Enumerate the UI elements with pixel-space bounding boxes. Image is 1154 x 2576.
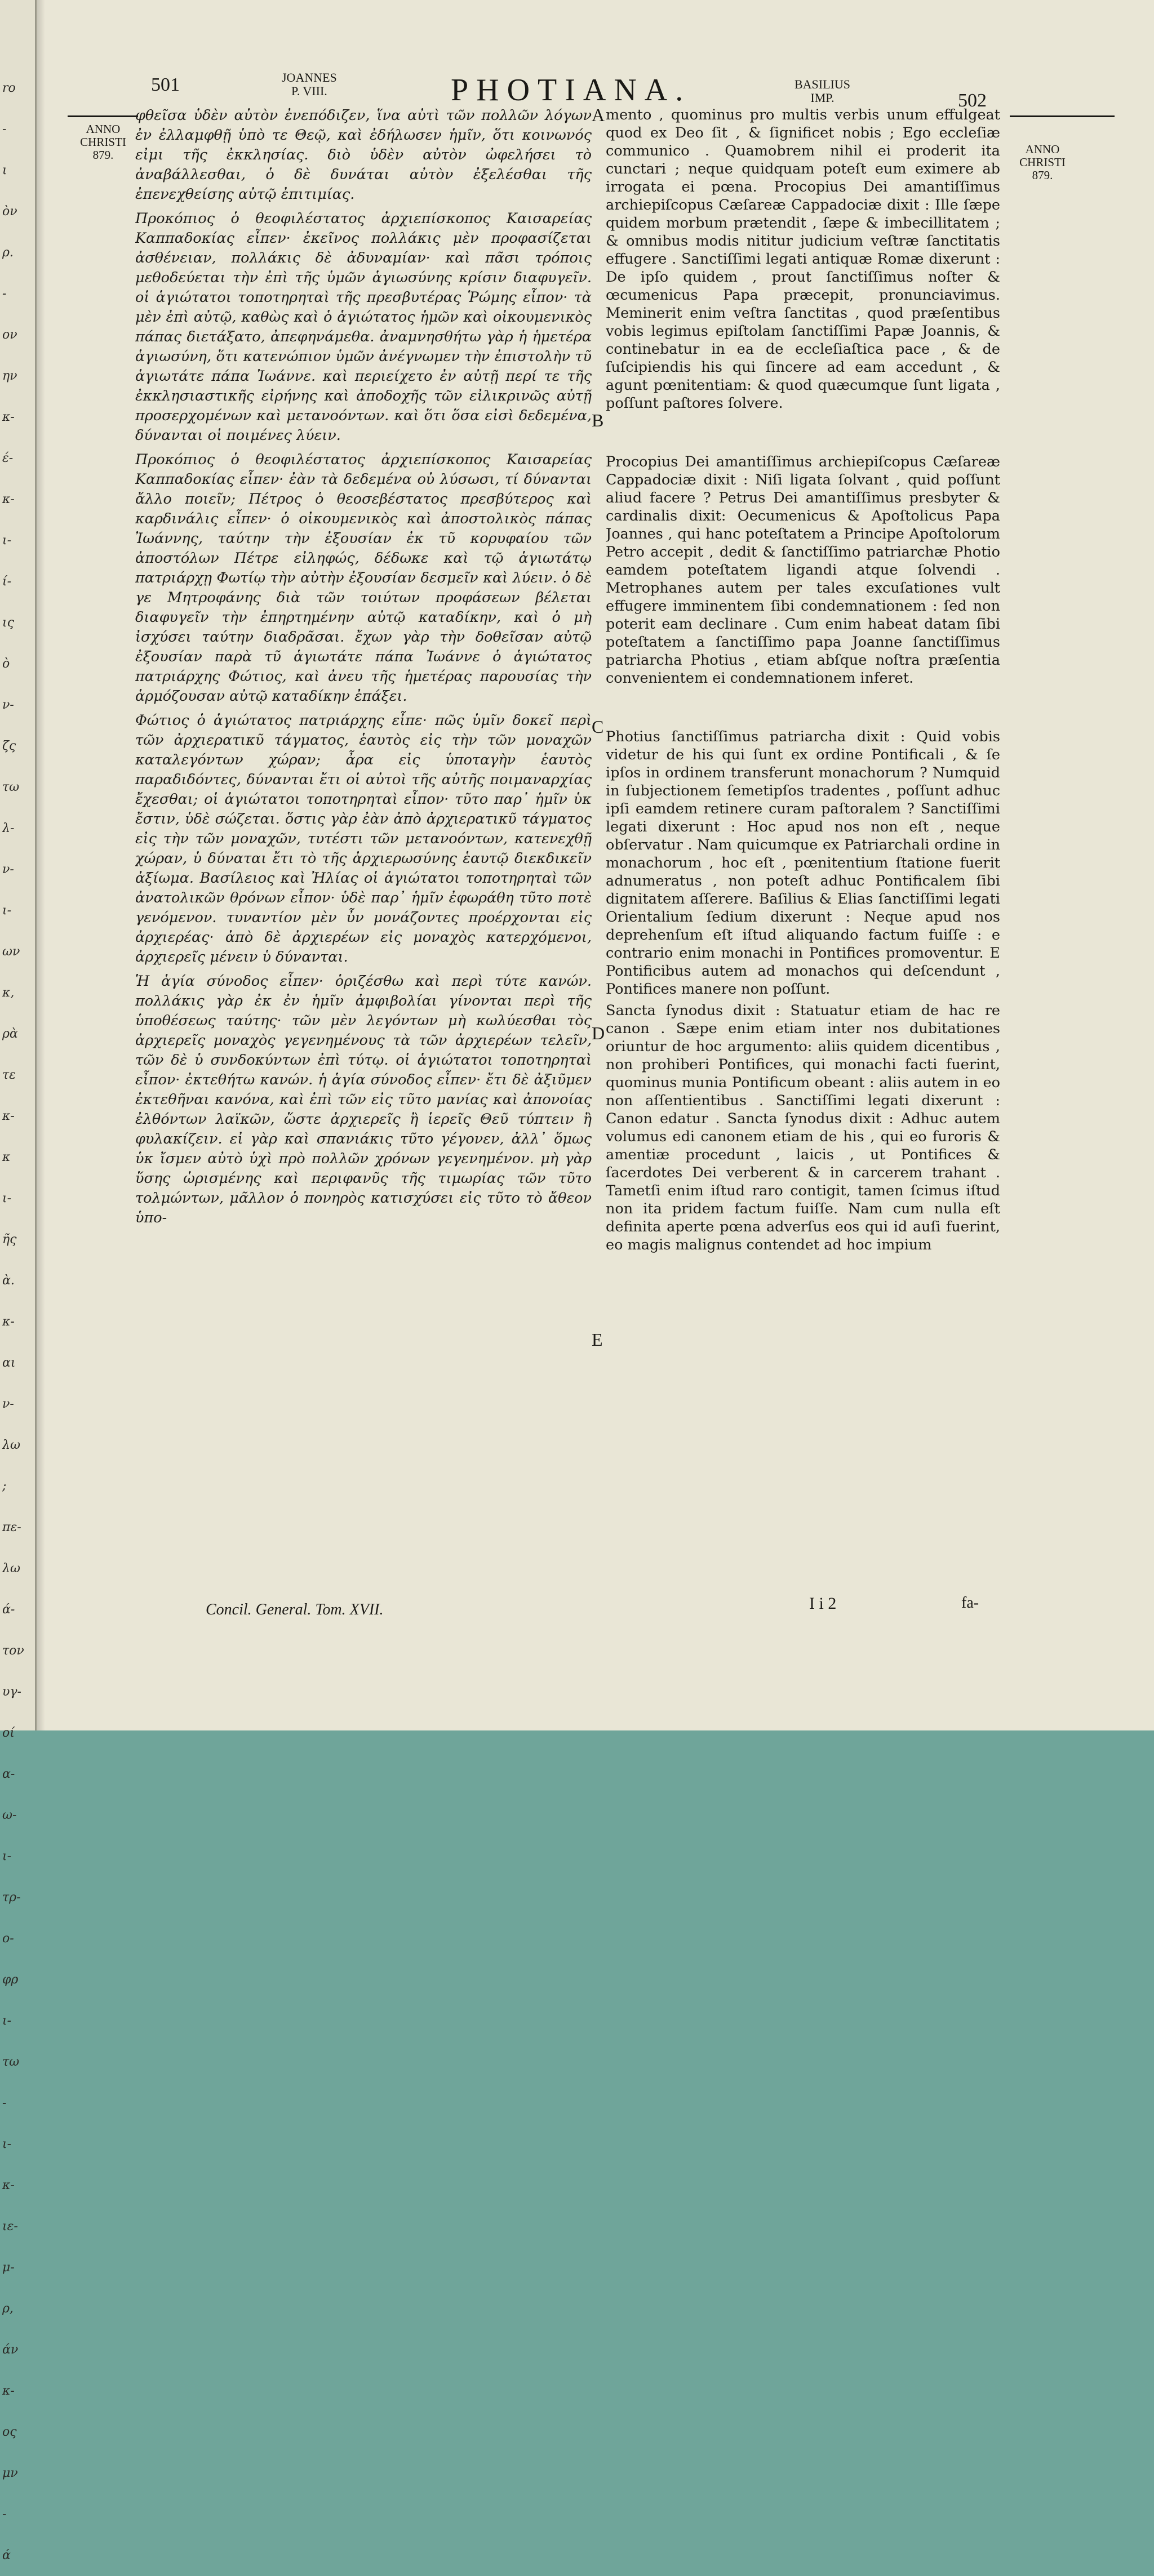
header-basilius: BASILIUS IMP. — [795, 77, 851, 105]
latin-paragraph: mento , quominus pro multis verbis unum effulgeat quod ex Deo ſit , & ſignificet nobis ; Ego eccleſiæ communico . Quamobrem nihil ei proderit ita cunctari ; neque quidquam poteſt eum eximere ab irrogata ei pœna. Procopius Dei amantiſſimus archiepiſcopus Cæſareæ Cappadociæ dixit : Ille ſæpe quidem morbum prætendit , ſæpe & imbecillitatem ; & omnibus modis nititur judicium veſtræ ſanctitatis effugere . Sanctiſſimi legati antiquæ Romæ dixerunt : De ipſo quidem , prout ſanctiſſimus noſter & œcumenicus Papa præcepit, pronunciavimus. Meminerit enim veſtra ſanctitas , quod præſentibus vobis legimus epiſtolam ſanctiſſimi Papæ Joannis, & continebatur in ea de eccleſiaſtica pace , & de ſuſcipiendis his qui ſincere ad eam accedunt , & agunt pœnitentiam: & quod quæcumque ſunt ligata , poſſunt paſtores ſolvere. — [606, 106, 1000, 412]
section-marker-b: B — [592, 410, 604, 430]
greek-column — [135, 106, 592, 1621]
running-title: PHOTIANA. — [451, 73, 691, 108]
latin-column — [606, 106, 1000, 1621]
header-rule-right — [1010, 115, 1115, 117]
latin-paragraph: Sancta ſynodus dixit : Statuatur etiam de hac re canon . Sæpe enim etiam inter nos dubitationes oriuntur de hoc argumento: aliis quidem dicentibus , non prohiberi Pontifices, qui monachi facti fuerint, quominus munia Pontificum obeant : aliis autem in eo non aſſentientibus . Sanctiſſimi legati dixerunt : Canon edatur . Sancta ſynodus dixit : Adhuc autem volumus edi canonem etiam de his , qui eo furoris & amentiæ procedunt , laicis , ut Pontifices & ſacerdotes Dei verberent & in carcerem trahant . Tametſi enim iſtud raro contigit, tamen ſcimus iſtud non ita pridem factum fuiſſe. Nam cum nulla eſt definita aperte pœna adverſus eos qui id auſi fuerint, eo magis malignus contendet ad hoc impium — [606, 1002, 1000, 1253]
page-number-right: 502 — [958, 90, 987, 111]
header-joannes: JOANNES P. VIII. — [282, 70, 337, 98]
latin-paragraph: Procopius Dei amantiſſimus archiepiſcopus Cæſareæ Cappadociæ dixit : Niſi ligata ſolvant , quid poſſunt aliud facere ? Petrus Dei amantiſſimus presbyter & cardinalis dixit: Oecumenicus & Apoſtolicus Papa Joannes , qui hanc poteſtatem a Principe Apoſtolorum Petro accepit , dedit & ſanctiſſimo patriarchæ Photio eamdem poteſtatem ligandi atque ſolvendi . Metrophanes autem per tales excuſationes vult effugere imminentem ſibi condemnationem : ſed non poterit eam declinare . Cum enim habeat datam ſibi poteſtatem a ſanctiſſimo papa Joanne ſanctiſſimus patriarcha Photius , etiam abſque noſtra præſentia convenientem ei condemnationem inferet. — [606, 453, 1000, 687]
anno-christi-left: ANNO CHRISTI 879. — [80, 122, 126, 162]
greek-paragraph: Φώτιος ὁ ἁγιώτατος πατριάρχης εἶπε· πῶς ὑμῖν δοκεῖ περὶ τῶν ἀρχιερατικῦ τάγματος, ἑαυτὸς εἰς τὴν τῶν μοναχῶν καταλεγόντων χώραν; ἆρα εἰς ὑποταγὴν ἑαυτὸς παραδιδόντες, δύνανται ἔτι οἱ αὐτοὶ τῆς αὐτῆς ποιμαναρχίας ἔχεσθαι; οἱ ἁγιώτατοι τοποτηρηταὶ εἶπον· τῦτο παρ᾽ ἡμῖν ὑκ ἔστιν, ὑδὲ σώζεται. ὅστις γὰρ ἐὰν ἀπὸ ἀρχιερατικῦ τάγματος εἰς τὴν τῶν μοναχῶν, τυτέστι τῶν μετανοόντων, κατενεχθῇ χώραν, ὑ δύναται ἔτι τὸ τῆς ἀρχιερωσύνης ἑαυτῷ διεκδικεῖν ἀξίωμα. Βασίλειος καὶ Ἠλίας οἱ ἁγιώτατοι τοποτηρηταὶ τῶν ἀνατολικῶν θρόνων εἶπον· ὑδὲ παρ᾽ ἡμῖν ἐφωράθη τῦτο ποτὲ γενόμενον. τυναντίον μὲν ὖν μονάζοντες προέρχονται εἰς ἀρχιερέας· ἀπὸ δὲ ἀρχιερέων εἰς μοναχὸς κατερχόμενοι, ἀρχιερεῖς μένειν ὑ δύνανται. — [135, 712, 592, 966]
gutter-shadow — [35, 0, 45, 1730]
section-marker-e: E — [592, 1329, 603, 1350]
greek-paragraph: φθεῖσα ὑδὲν αὐτὸν ἐνεπόδιζεν, ἵνα αὐτὶ τῶν πολλῶν λόγων ἐν ἐλλαμφθῇ ὑπὸ τε Θεῷ, καὶ ἐδήλωσεν ἡμῖν, ὅτι κοινωνός εἰμι τῆς ἐκκλησίας. διὸ ὑδὲν αὐτὸν ὠφελήσει τὸ ἀναβάλλεσθαι, ὁ δὲ δυνάται αὐτὸν ἐξελέσθαι τῆς ἐπενεχθείσης αὐτῷ ἐπιτιμίας. — [135, 107, 592, 203]
greek-paragraph: Προκόπιος ὁ θεοφιλέστατος ἀρχιεπίσκοπος Καισαρείας Καππαδοκίας εἶπεν· ἐκεῖνος πολλάκις μὲν προφασίζεται ἀσθένειαν, πολλάκις δὲ ἀδυναμίαν· καὶ πᾶσι τρόποις μεθοδεύεται τὴν ἐπὶ τῆς ὑμῶν ἁγιωσύνης κρίσιν διαφυγεῖν. οἱ ἁγιώτατοι τοποτηρηταὶ τῆς πρεσβυτέρας Ῥώμης εἶπον· τὰ μὲν ἐπὶ αὐτῷ, καθὼς καὶ ὁ ἁγιώτατος ἡμῶν καὶ οἰκουμενικὸς πάπας διετάξατο, ἀπεφηνάμεθα. ἀναμνησθήτω γὰρ ἡ ἡμετέρα ἁγιωσύνη, ὅτι κατενώπιον ὑμῶν ἀνέγνωμεν τὴν ἐπιστολὴν τῦ ἁγιωτάτε πάπα Ἰωάννε. καὶ περιείχετο ἐν αὐτῇ περί τε τῆς ἐκκλησιαστικῆς εἰρήνης καὶ ἀποδοχῆς τῶν εἰλικρινῶς αὐτῇ προσερχομένων καὶ μετανοόντων. καὶ ὅτι ὅσα εἰσὶ δεδεμένα, δύνανται οἱ ποιμένες λύειν. — [135, 210, 592, 444]
previous-page-fragments: ro - ι ὸν ρ. - ον ην κ- έ- κ- ι- ί- ις ὸ ν- ζς τω λ- ν- ι- ων κ, ρὰ τε κ- κ ι- ῆς ὰ. κ- αι ν- λω ; πε- λω ά- τον υγ- οί α- ω- ι- τρ- ο- φρ ι- τω - ι- κ- ιε- μ- ρ, άν κ- ος μν - ά — [2, 81, 24, 2562]
header-rule-left — [68, 115, 138, 117]
page-number-left: 501 — [151, 74, 180, 95]
section-marker-d: D — [592, 1023, 605, 1043]
section-marker-a: A — [592, 105, 605, 125]
footer-signature: I i 2 — [809, 1594, 837, 1613]
previous-page-edge — [0, 0, 37, 2562]
greek-paragraph: Ἡ ἁγία σύνοδος εἶπεν· ὁριζέσθω καὶ περὶ τύτε κανών. πολλάκις γὰρ ἐκ ἐν ἡμῖν ἀμφιβολίαι γίνονται περὶ τῆς ὑποθέσεως ταύτης· τῶν μὲν λεγόντων μὴ κωλύεσθαι τὸς ἀρχιερεῖς μοναχὸς γεγενημένους τὰ τῶν ἀρχιερέων τελεῖν, τῶν δὲ ὑ συνδοκύντων ἐπὶ τύτῳ. οἱ ἁγιώτατοι τοποτηρηταὶ εἶπον· ἐκτεθήτω κανών. ἡ ἁγία σύνοδος εἶπεν· ἔτι δὲ ἀξιῦμεν ἐκτεθῆναι κανόνα, καὶ ἐπὶ τῶν εἰς τῦτο μανίας καὶ ἀπονοίας ἐλθόντων λαϊκῶν, ὥστε ἀρχιερεῖς ἢ ἱερεῖς Θεῦ τύπτειν ἢ φυλακίζειν. εἰ γὰρ καὶ σπανιάκις τῦτο γέγονεν, ἀλλ᾽ ὅμως ὑκ ἴσμεν αὐτὸ ὑχὶ πρὸ πολλῶν χρόνων γεγενημένον. μὴ γὰρ ὕσης ὡρισμένης καὶ περιφανῦς τῆς τιμωρίας τῶν τῦτο τολμώντων, μᾶλλον ὁ πονηρὸς κατισχύσει εἰς τῦτο τὸ ἄθεον ὑπο- — [135, 973, 592, 1226]
anno-christi-right: ANNO CHRISTI 879. — [1019, 143, 1066, 182]
greek-paragraph: Προκόπιος ὁ θεοφιλέστατος ἀρχιεπίσκοπος Καισαρείας Καππαδοκίας εἶπεν· ἐὰν τὰ δεδεμένα οὐ λύσωσι, τί δύνανται ἄλλο ποιεῖν; Πέτρος ὁ θεοσεβέστατος πρεσβύτερος καὶ καρδινάλις εἶπεν· ὁ οἰκουμενικὸς καὶ ἀποστολικὸς πάπας Ἰωάννης, ταύτην τὴν ἐξουσίαν ἐκ τῦ κορυφαίου τῶν ἀποστόλων Πέτρε εἰληφώς, δέδωκε καὶ τῷ ἁγιωτάτῳ πατριάρχῃ Φωτίῳ τὴν αὐτὴν ἐξουσίαν δεσμεῖν καὶ λύειν. ὁ δὲ γε Μητροφάνης διὰ τῶν τοιύτων προφάσεων βέλεται διαφυγεῖν τὴν ἐπηρτημένην αὐτῷ καταδίκην, καὶ ὁ μὴ ἰσχύσει ταύτην διαδρᾶσαι. ἔχων γὰρ τὴν δοθεῖσαν αὐτῷ ἐξουσίαν παρὰ τῦ ἁγιωτάτε πάπα Ἰωάννε ὁ ἁγιώτατος πατριάρχης Φώτιος, καὶ ἀνευ τῆς ἡμετέρας παρουσίας τὴν ἁρμόζουσαν αὐτῷ καταδίκην ἐπάξει. — [135, 451, 592, 705]
section-marker-c: C — [592, 717, 604, 737]
footer-volume: Concil. General. Tom. XVII. — [206, 1601, 384, 1618]
footer-catchword: fa- — [961, 1594, 979, 1612]
latin-paragraph: Photius ſanctiſſimus patriarcha dixit : Quid vobis videtur de his qui ſunt ex ordine Pontificali , & ſe ipſos in ordinem transferunt monachorum ? Numquid in ſubjectionem ſemetipſos tradentes , poſſunt adhuc ipſi eamdem retinere curam paſtoralem ? Sanctiſſimi legati dixerunt : Hoc apud nos non eſt , neque obſervatur . Nam quicumque ex Patriarchali ordine in monachorum , hoc eſt , pœnitentium ſtatione fuerit adnumeratus , non poteſt adhuc Pontificalem ſibi dignitatem aſſerere. Baſilius & Elias ſanctiſſimi legati Orientalium ſedium dixerunt : Neque apud nos deprehenſum eſt iſtud aliquando factum fuiſſe : e contrario enim monachi in Pontifices promoventur. E Pontificibus autem ad monachos qui deſcendunt , Pontifices manere non poſſunt. — [606, 728, 1000, 998]
